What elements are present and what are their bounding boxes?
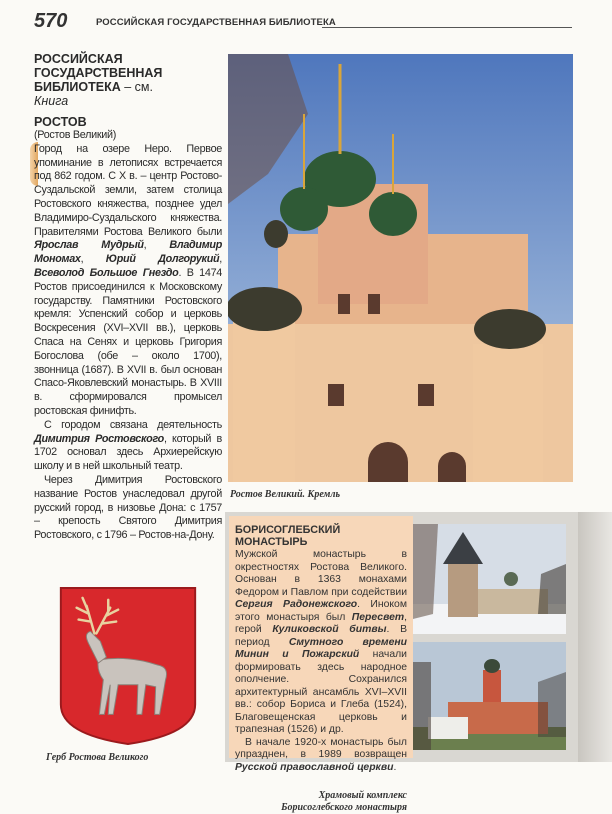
caption-line: Храмовый комплекс	[318, 790, 407, 801]
text: , герой	[235, 611, 407, 635]
coat-of-arms-caption: Герб Ростова Великого	[46, 752, 149, 763]
sidebar-edge-tab	[578, 512, 612, 762]
paragraph	[34, 143, 222, 419]
link[interactable]: Куликовской битвы	[272, 624, 387, 635]
cross-reference-link[interactable]: Книга	[34, 94, 69, 108]
header-rule	[322, 27, 572, 28]
link[interactable]: Пересвет	[351, 611, 405, 623]
entry-title-text: РОССИЙСКАЯ ГОСУДАРСТВЕННАЯ БИБЛИОТЕКА	[34, 52, 163, 94]
text: . В период	[235, 624, 407, 648]
paragraph: Через Димитрия Ростовского название Ростов унаследовал другой русский город, в низовье Дона: с 1757 – крепость Святого Димитрия Ростовского, с 1796 – Ростов-на-Дону.	[34, 473, 222, 542]
caption-line: Борисоглебского монастыря	[281, 802, 407, 813]
text: . В 1474 Ростов присоединился к Московскому государству. Памятники Ростовского кремля: Успенский собор и церковь Воскресения (XVI–XVII вв.), церковь Спаса на Сенях и церковь Григория Богослова (обе – около 1700), звонница (1687). В XVII в. был основан Спасо-Яковлевский монастырь. В XVIII в. сформировался промысел ростовская финифть.	[34, 266, 222, 417]
link-person[interactable]: Юрий Долгорукий	[105, 253, 220, 266]
sidebar-caption	[235, 790, 407, 814]
link-person[interactable]: Димитрия Ростовского	[34, 432, 164, 445]
text: Мужской монастырь в окрестностях Ростова Великого. Основан в 1363 монахами Федором и Павлом при содействии	[235, 549, 407, 598]
text: начали формировать здесь народное ополчение. Сохранился архитектурный ансамбль XVI–XVII вв.: собор Бориса и Глеба (1524), Благовещенская церковь и трапезная (1526) и др.	[235, 649, 407, 735]
text: , который в 1702 основал здесь Архиерейскую школу и в ней школьный театр.	[34, 432, 222, 473]
text: В начале 1920-х монастырь был упразднен, в 1989 возвращен	[235, 736, 407, 760]
paragraph	[34, 419, 222, 474]
link-person[interactable]: Ярослав Мудрый	[34, 239, 144, 252]
paragraph	[235, 737, 407, 775]
sidebar-text-panel	[229, 516, 413, 813]
photo-rostov-kremlin	[228, 54, 573, 482]
text: Город на озере Неро. Первое упоминание в летописях встречается под 862 годом. С X в. – центр Ростово-Суздальской земли, затем столица Ростовского княжества, позднее удел Владимиро-Суздальского княжества. Правителями Ростова Великого были	[34, 142, 222, 238]
page-number: 570	[34, 10, 68, 32]
link[interactable]: Русской православной церкви	[235, 761, 394, 773]
entry-title: РОСТОВ	[34, 115, 87, 129]
link[interactable]: Сергия Радонежского	[235, 599, 358, 610]
ref-prefix: – см.	[120, 80, 153, 94]
text: ,	[219, 253, 222, 266]
entry-title	[34, 52, 164, 108]
photo-caption: Ростов Великий. Кремль	[230, 489, 341, 500]
sidebar-box	[225, 512, 578, 813]
link[interactable]: Смутного времени	[288, 636, 407, 648]
text: ,	[80, 253, 106, 266]
text: ,	[143, 239, 170, 252]
link-person[interactable]: Всеволод Большое Гнездо	[34, 266, 179, 279]
photo-monastery-winter	[413, 524, 566, 634]
entry-subtitle: (Ростов Великий)	[34, 129, 117, 141]
link[interactable]: Минин и Пожарский	[235, 649, 360, 660]
link-person[interactable]: Владимир Мономах	[34, 239, 222, 266]
entry-rostov	[34, 115, 222, 543]
running-title: РОССИЙСКАЯ ГОСУДАРСТВЕННАЯ БИБЛИОТЕКА	[96, 17, 336, 28]
text: .	[393, 761, 397, 773]
text: С городом связана деятельность	[44, 418, 222, 431]
entry-rgb	[34, 52, 222, 108]
coat-of-arms-rostov	[58, 586, 198, 746]
sidebar-title: БОРИСОГЛЕБСКИЙ МОНАСТЫРЬ	[235, 524, 341, 548]
photo-monastery-summer	[413, 642, 566, 750]
text: . Иноком этого монастыря был	[235, 599, 407, 623]
paragraph	[235, 549, 407, 737]
